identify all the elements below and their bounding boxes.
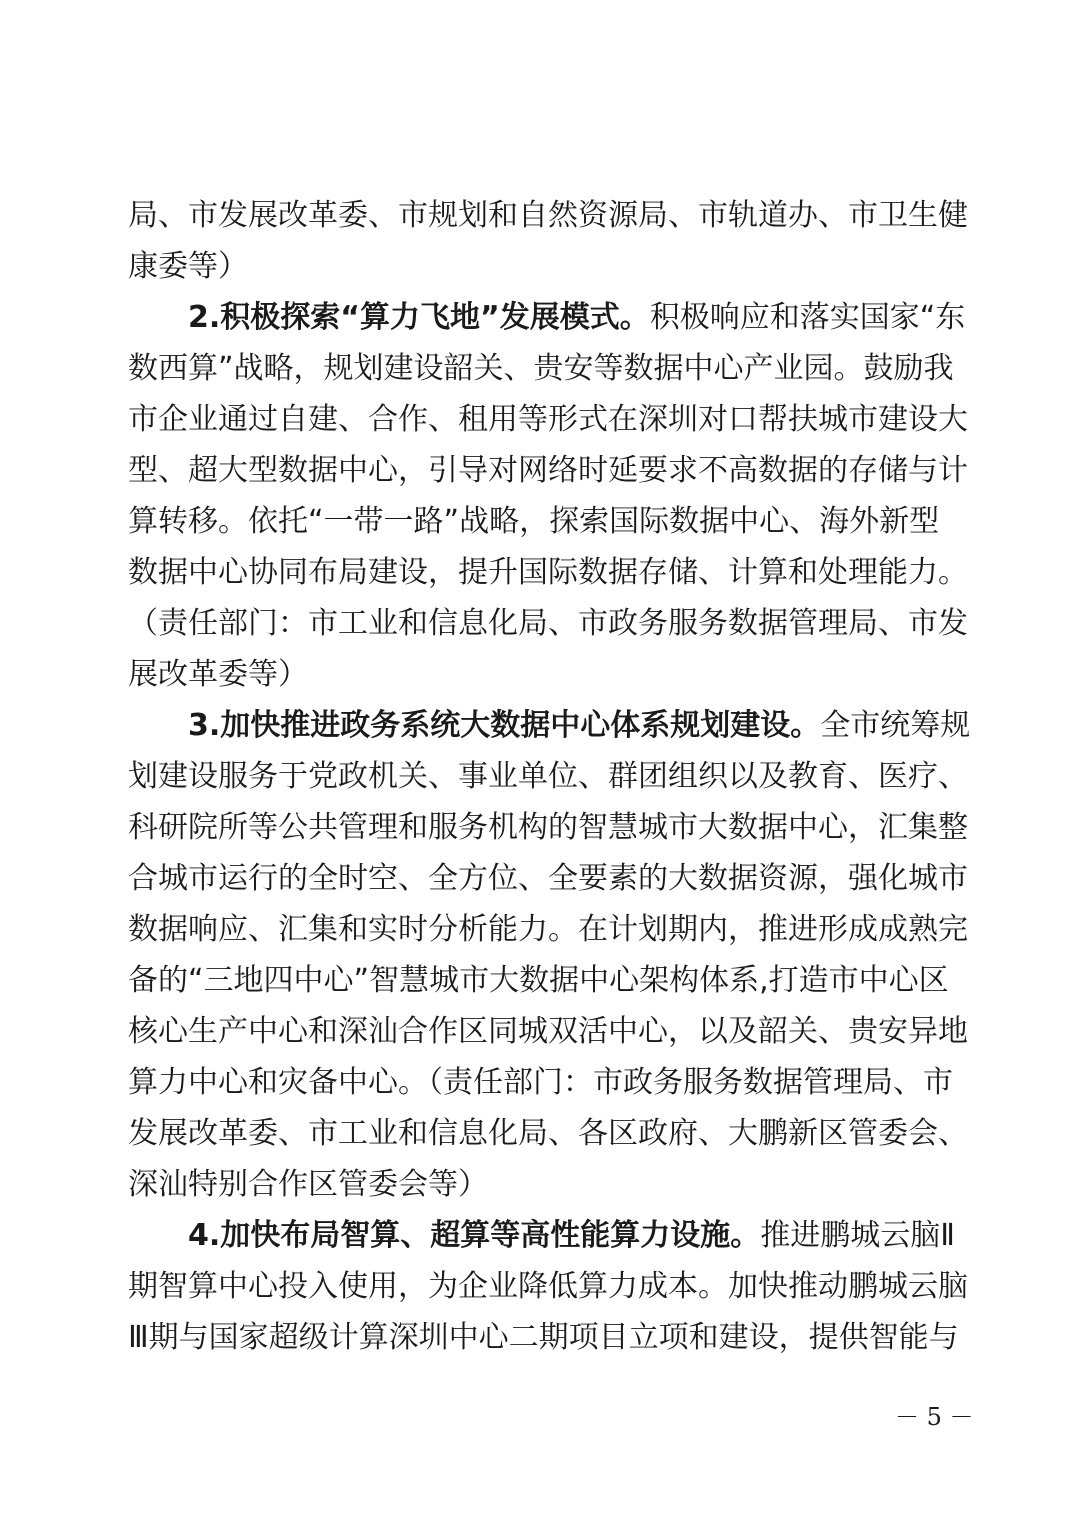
text-line: 期智算中心投入使用，为企业降低算力成本。加快推动鹏城云脑 (128, 1269, 968, 1304)
body-text (128, 190, 971, 1363)
text-line: 科研院所等公共管理和服务机构的智慧城市大数据中心，汇集整 (128, 810, 968, 845)
item-3-first-line (128, 700, 971, 751)
item-3-heading: 3.加快推进政务系统大数据中心体系规划建设。 (188, 708, 821, 743)
text-line: 数据响应、汇集和实时分析能力。在计划期内，推进形成成熟完 (128, 912, 968, 947)
item-4-first-line (128, 1210, 954, 1261)
text-line: 型、超大型数据中心，引导对网络时延要求不高数据的存储与计 (128, 453, 968, 488)
item-2-first-line (128, 292, 966, 343)
text-line: 数据中心协同布局建设，提升国际数据存储、计算和处理能力。 (128, 555, 968, 590)
item-2-text: 积极响应和落实国家“东 (649, 300, 966, 335)
page-number: － 5 － (895, 1403, 974, 1431)
text-line: （责任部门：市工业和信息化局、市政务服务数据管理局、市发 (128, 606, 968, 641)
text-line: 展改革委等） (128, 657, 308, 692)
text-line: 市企业通过自建、合作、租用等形式在深圳对口帮扶城市建设大 (128, 402, 968, 437)
text-line: 康委等） (128, 249, 248, 284)
text-line: Ⅲ期与国家超级计算深圳中心二期项目立项和建设，提供智能与 (128, 1320, 959, 1355)
item-3-text: 全市统筹规 (820, 708, 971, 743)
text-line: 划建设服务于党政机关、事业单位、群团组织以及教育、医疗、 (128, 759, 968, 794)
item-4-heading: 4.加快布局智算、超算等高性能算力设施。 (188, 1218, 761, 1253)
text-line: 合城市运行的全时空、全方位、全要素的大数据资源，强化城市 (128, 861, 968, 896)
text-line: 深汕特别合作区管委会等） (128, 1167, 488, 1202)
text-line: 发展改革委、市工业和信息化局、各区政府、大鹏新区管委会、 (128, 1116, 968, 1151)
item-4-text: 推进鹏城云脑Ⅱ (760, 1218, 956, 1253)
text-line: 核心生产中心和深汕合作区同城双活中心，以及韶关、贵安异地 (128, 1014, 968, 1049)
text-line: 备的“三地四中心”智慧城市大数据中心架构体系,打造市中心区 (128, 963, 949, 998)
item-2-heading: 2.积极探索“算力飞地”发展模式。 (188, 300, 650, 335)
text-line: 算转移。依托“一带一路”战略，探索国际数据中心、海外新型 (128, 504, 940, 539)
text-line: 局、市发展改革委、市规划和自然资源局、市轨道办、市卫生健 (128, 198, 968, 233)
text-line: 数西算”战略，规划建设韶关、贵安等数据中心产业园。鼓励我 (128, 351, 954, 386)
text-line: 算力中心和灾备中心。（责任部门：市政务服务数据管理局、市 (128, 1065, 953, 1100)
